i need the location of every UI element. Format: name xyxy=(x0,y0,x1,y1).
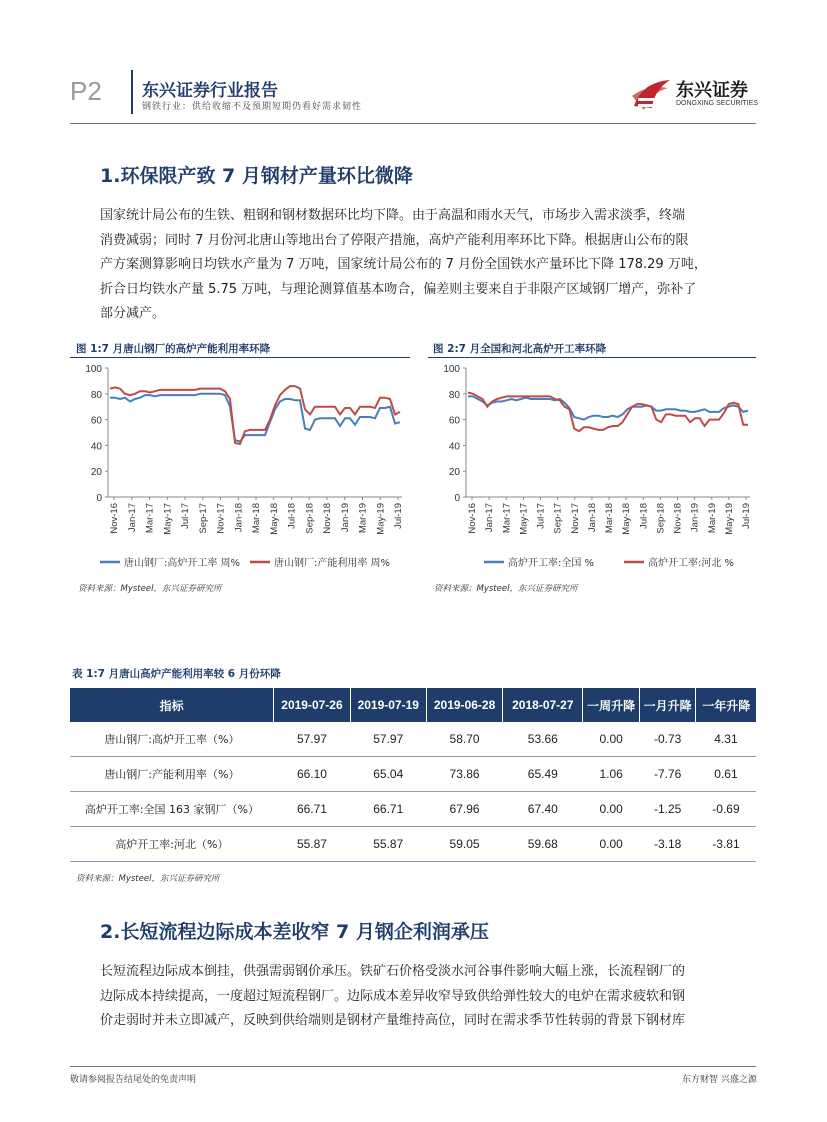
x-tick-label: Jul-18 xyxy=(286,503,298,529)
table-cell: 高炉开工率:河北（%） xyxy=(70,827,274,862)
header-rule xyxy=(70,123,756,124)
section2-line: 价走弱时并未立即减产，反映到供给端则是钢材产量维持高位，同时在需求季节性转弱的背景下钢材库 xyxy=(100,1013,686,1028)
y-tick-label: 80 xyxy=(90,389,102,401)
section1-line: 部分减产。 xyxy=(100,306,166,321)
header-divider xyxy=(131,70,133,114)
table-cell: 唐山钢厂:高炉开工率（%） xyxy=(70,722,274,757)
series-line xyxy=(110,394,400,442)
x-tick-label: Nov-17 xyxy=(569,503,581,534)
x-tick-label: Sep-18 xyxy=(655,503,667,534)
table-cell: 57.97 xyxy=(350,722,426,757)
table-header-cell: 2019-07-19 xyxy=(350,688,426,722)
figure1-rule xyxy=(70,357,410,358)
section2-line: 长短流程边际成本倒挂，供强需弱钢价承压。铁矿石价格受淡水河谷事件影响大幅上涨，长流程钢厂的 xyxy=(100,964,686,979)
y-tick-label: 20 xyxy=(90,467,102,479)
x-tick-label: May-19 xyxy=(375,503,387,535)
x-tick-label: Jul-17 xyxy=(180,503,191,529)
x-tick-label: Mar-17 xyxy=(144,503,156,534)
x-tick-label: May-19 xyxy=(723,503,735,535)
table-header-cell: 指标 xyxy=(70,688,274,722)
table-cell: 4.31 xyxy=(696,722,756,757)
x-tick-label: Sep-17 xyxy=(197,503,209,534)
table-cell: 唐山钢厂:产能利用率（%） xyxy=(70,757,274,792)
series-line xyxy=(468,396,748,419)
table-cell: 0.61 xyxy=(696,757,756,792)
x-tick-label: Jul-17 xyxy=(535,503,547,529)
figure1-chart xyxy=(70,360,410,578)
table-cell: -1.25 xyxy=(639,792,696,827)
x-tick-label: Jan-18 xyxy=(586,503,598,533)
x-tick-label: Nov-16 xyxy=(109,503,120,534)
table-row xyxy=(70,757,756,792)
table-header-cell: 2019-07-26 xyxy=(274,688,350,722)
table-cell: 59.05 xyxy=(426,827,502,862)
section2-paragraph xyxy=(100,960,760,1034)
y-tick-label: 60 xyxy=(448,415,460,427)
y-tick-label: 100 xyxy=(85,364,102,375)
table-row xyxy=(70,792,756,827)
table-cell: 高炉开工率:全国 163 家钢厂（%） xyxy=(70,792,274,827)
x-tick-label: Jul-19 xyxy=(741,503,752,529)
x-tick-label: Mar-17 xyxy=(501,503,513,534)
figure1-source: 资料来源：Mysteel，东兴证券研究所 xyxy=(78,584,222,594)
table-cell: 55.87 xyxy=(350,827,426,862)
x-tick-label: Jan-17 xyxy=(484,503,496,533)
table-cell: 66.71 xyxy=(350,792,426,827)
figure2-title: 图 2:7 月全国和河北高炉开工率环降 xyxy=(433,343,607,355)
table-cell: 65.49 xyxy=(503,757,583,792)
section1-heading: 1.环保限产致 7 月钢材产量环比微降 xyxy=(100,165,413,187)
legend-label: 唐山钢厂:高炉开工率 周% xyxy=(124,558,241,569)
x-tick-label: Nov-16 xyxy=(467,503,478,534)
y-tick-label: 60 xyxy=(90,415,102,427)
section1-line: 产方案测算影响日均铁水产量为 7 万吨，国家统计局公布的 7 月份全国铁水产量环比下降 178.29 万吨， xyxy=(100,257,707,272)
table-cell: -0.73 xyxy=(639,722,696,757)
company-logo-icon xyxy=(630,74,674,114)
figure2-rule xyxy=(428,357,756,358)
y-tick-label: 100 xyxy=(443,364,460,375)
x-tick-label: Nov-17 xyxy=(215,503,227,534)
x-tick-label: Sep-18 xyxy=(304,503,316,534)
table-cell: 73.86 xyxy=(426,757,502,792)
x-tick-label: Mar-19 xyxy=(357,503,369,534)
x-tick-label: Jul-19 xyxy=(393,503,404,529)
table-cell: 59.68 xyxy=(503,827,583,862)
y-tick-label: 0 xyxy=(96,493,102,504)
figure2-source: 资料来源：Mysteel，东兴证券研究所 xyxy=(434,584,578,594)
table-header-row xyxy=(70,688,756,722)
legend-label: 高炉开工率:全国 % xyxy=(508,558,595,569)
table-cell: 1.06 xyxy=(583,757,639,792)
series-line xyxy=(468,393,748,432)
y-tick-label: 20 xyxy=(448,467,460,479)
y-tick-label: 80 xyxy=(448,389,460,401)
report-subtitle: 钢铁行业：供给收缩不及预期短期仍看好需求韧性 xyxy=(142,102,363,112)
x-tick-label: Jan-18 xyxy=(233,503,245,533)
table-row xyxy=(70,827,756,862)
x-tick-label: May-18 xyxy=(268,503,280,535)
legend-label: 唐山钢厂:产能利用率 周% xyxy=(274,558,391,569)
table-header-cell: 一周升降 xyxy=(583,688,639,722)
table-header-cell: 2018-07-27 xyxy=(503,688,583,722)
table-row xyxy=(70,722,756,757)
x-tick-label: Mar-18 xyxy=(251,503,262,534)
section2-line: 边际成本持续提高，一度超过短流程钢厂。边际成本差异收窄导致供给弹性较大的电炉在需求疲软和钢 xyxy=(100,988,686,1004)
logo-text: 东兴证券 xyxy=(676,80,748,101)
x-tick-label: Nov-18 xyxy=(672,503,684,534)
legend-label: 高炉开工率:河北 % xyxy=(648,558,735,569)
table-cell: 0.00 xyxy=(583,792,639,827)
table-cell: 58.70 xyxy=(426,722,502,757)
x-tick-label: Nov-18 xyxy=(322,503,333,534)
footer-slogan: 东方财智 兴盛之源 xyxy=(682,1075,757,1085)
table-header-cell: 一年升降 xyxy=(696,688,756,722)
section2-heading: 2.长短流程边际成本差收窄 7 月钢企利润承压 xyxy=(100,921,489,943)
table-cell: -3.18 xyxy=(639,827,696,862)
section1-paragraph xyxy=(100,204,760,327)
x-tick-label: Mar-19 xyxy=(706,503,718,534)
figure1-title: 图 1:7 月唐山钢厂的高炉产能利用率环降 xyxy=(76,343,271,355)
table-cell: 55.87 xyxy=(274,827,350,862)
y-tick-label: 40 xyxy=(90,441,102,453)
report-title: 东兴证券行业报告 xyxy=(142,81,278,101)
table-cell: 65.04 xyxy=(350,757,426,792)
x-tick-label: Sep-17 xyxy=(552,503,564,534)
table-cell: -3.81 xyxy=(696,827,756,862)
x-tick-label: Jan-19 xyxy=(689,503,701,533)
table-cell: 0.00 xyxy=(583,722,639,757)
x-tick-label: May-17 xyxy=(518,503,530,535)
table-cell: 67.40 xyxy=(503,792,583,827)
x-tick-label: Jul-18 xyxy=(638,503,650,529)
y-tick-label: 0 xyxy=(454,493,460,504)
footer-disclaimer: 敬请参阅报告结尾处的免责声明 xyxy=(70,1075,197,1085)
table-header-cell: 2019-06-28 xyxy=(426,688,502,722)
table-cell: -7.76 xyxy=(639,757,696,792)
x-tick-label: Jan-17 xyxy=(126,503,138,533)
x-tick-label: May-18 xyxy=(621,503,633,535)
table-cell: 0.00 xyxy=(583,827,639,862)
table-cell: 66.71 xyxy=(274,792,350,827)
figure2-chart xyxy=(428,360,758,578)
footer-rule xyxy=(70,1066,756,1067)
section1-line: 国家统计局公布的生铁、粗钢和钢材数据环比均下降。由于高温和雨水天气，市场步入需求淡季，终端 xyxy=(100,208,686,223)
table-source: 资料来源：Mysteel，东兴证券研究所 xyxy=(76,874,220,884)
page-number: P2 xyxy=(70,76,102,106)
x-tick-label: Jan-19 xyxy=(339,503,351,533)
table-title: 表 1:7 月唐山高炉产能利用率较 6 月份环降 xyxy=(72,668,281,680)
table-cell: 66.10 xyxy=(274,757,350,792)
table-cell: -0.69 xyxy=(696,792,756,827)
x-tick-label: May-17 xyxy=(162,503,174,535)
logo-english: DONGXING SECURITIES xyxy=(676,100,759,107)
table-header-cell: 一月升降 xyxy=(639,688,696,722)
table-cell: 67.96 xyxy=(426,792,502,827)
section1-line: 消费减弱；同时 7 月份河北唐山等地出台了停限产措施，高炉产能利用率环比下降。根据唐山公布的限 xyxy=(100,232,689,248)
table-cell: 57.97 xyxy=(274,722,350,757)
data-table xyxy=(70,688,756,862)
y-tick-label: 40 xyxy=(448,441,460,453)
x-tick-label: Mar-18 xyxy=(604,503,615,534)
section1-line: 折合日均铁水产量 5.75 万吨，与理论测算值基本吻合，偏差则主要来自于非限产区域钢厂增产，弥补了 xyxy=(100,281,697,297)
table-cell: 53.66 xyxy=(503,722,583,757)
